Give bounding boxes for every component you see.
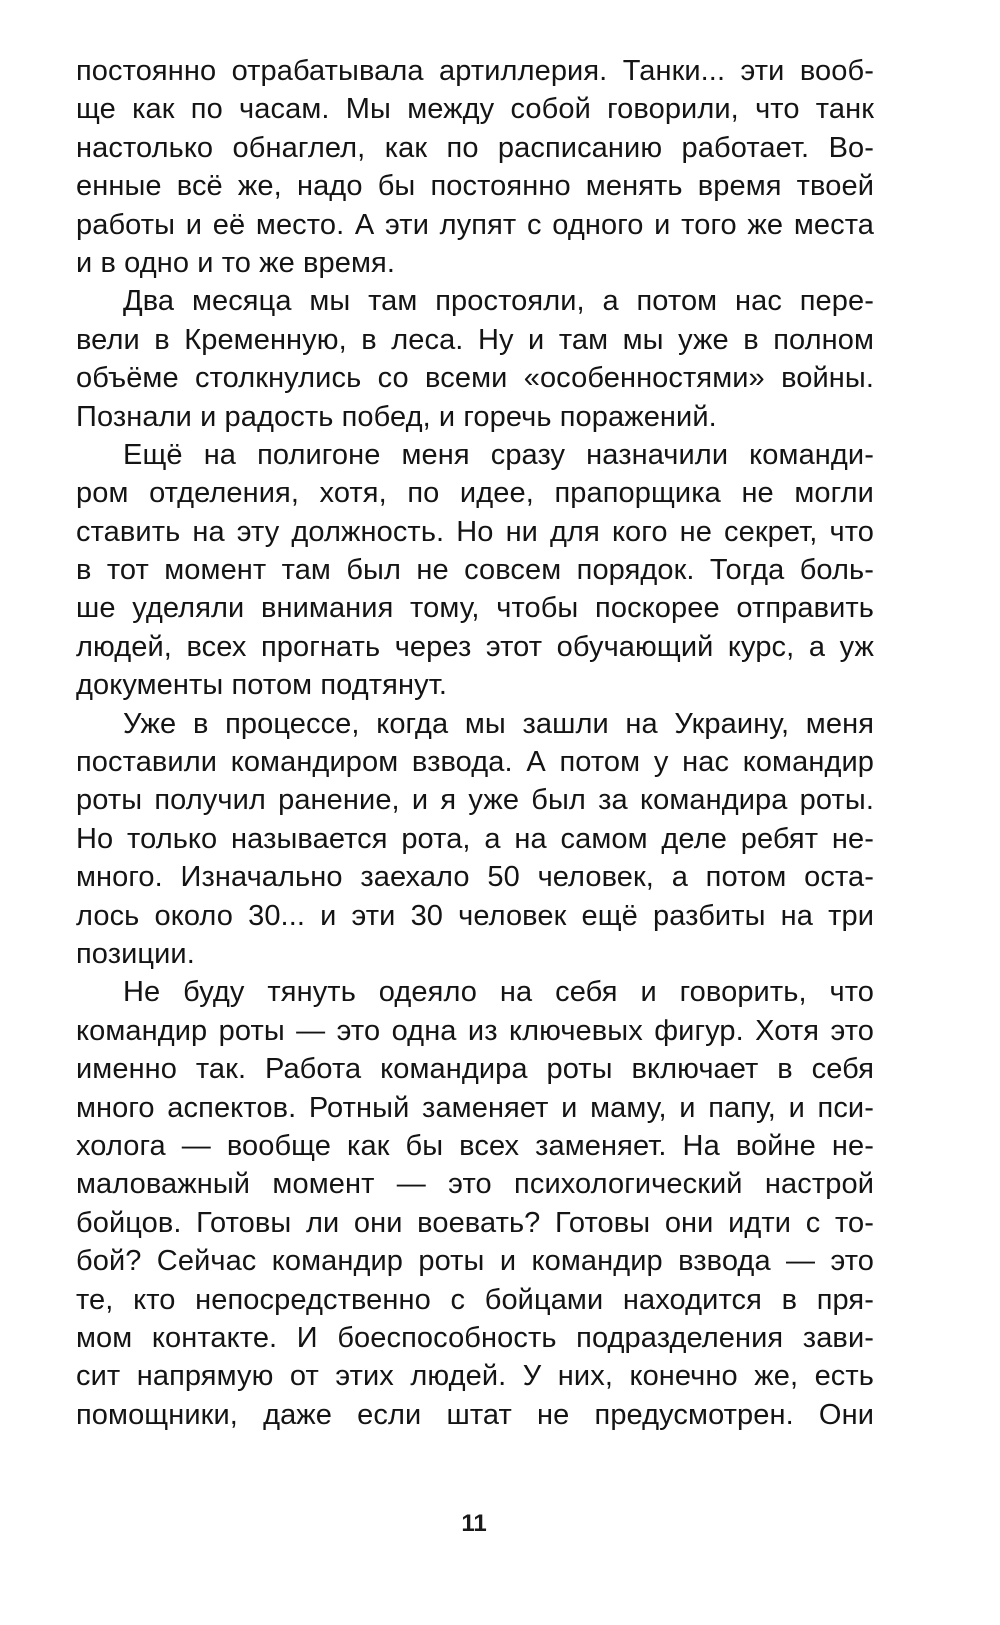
text-line: Но только называется рота, а на самом деле ребят не- [76, 822, 874, 855]
text-line: сит напрямую от этих людей. У них, конечно же, есть [76, 1360, 874, 1393]
text-line: работы и её место. А эти лупят с одного и того же места [76, 208, 874, 241]
page-number: 11 [461, 1510, 487, 1537]
text-line: много. Изначально заехало 50 человек, а потом оста- [76, 861, 874, 894]
text-line: Два месяца мы там простояли, а потом нас пере- [123, 285, 874, 318]
text-line: настолько обнаглел, как по расписанию работает. Во- [76, 131, 874, 164]
text-line: ставить на эту должность. Но ни для кого не секрет, что [76, 515, 874, 548]
text-line: бойцов. Готовы ли они воевать? Готовы они идти с то- [76, 1206, 874, 1239]
text-line: поставили командиром взвода. А потом у нас командир [76, 746, 874, 779]
text-line: роты получил ранение, и я уже был за командира роты. [76, 784, 874, 817]
text-line: енные всё же, надо бы постоянно менять время твоей [76, 170, 874, 203]
text-line: людей, всех прогнать через этот обучающий курс, а уж [76, 630, 874, 663]
text-line: Не буду тянуть одеяло на себя и говорить, что [123, 976, 874, 1009]
text-line: Познали и радость побед, и горечь поражений. [76, 400, 717, 433]
text-line: документы потом подтянут. [76, 669, 448, 702]
text-line: позиции. [76, 937, 195, 970]
text-line: именно так. Работа командира роты включает в себя [76, 1053, 874, 1086]
text-line: маловажный момент — это психологический настрой [76, 1168, 874, 1201]
text-line: те, кто непосредственно с бойцами находится в пря- [76, 1283, 874, 1316]
paragraph [76, 282, 874, 436]
text-line: мом контакте. И боеспособность подразделения зави- [76, 1321, 874, 1354]
text-line: ще как по часам. Мы между собой говорили, что танк [76, 93, 874, 126]
text-line: объёме столкнулись со всеми «особенностями» войны. [76, 362, 874, 395]
text-line: вели в Кременную, в леса. Ну и там мы уже в полном [76, 323, 874, 356]
text-line: постоянно отрабатывала артиллерия. Танки... эти вооб- [76, 55, 874, 87]
text-line: холога — вообще как бы всех заменяет. На войне не- [76, 1129, 874, 1162]
text-line: бой? Сейчас командир роты и командир взвода — это [76, 1245, 874, 1278]
text-line: ше уделяли внимания тому, чтобы поскорее отправить [76, 592, 874, 625]
text-line: ром отделения, хотя, по идее, прапорщика не могли [76, 477, 874, 510]
page-body [76, 52, 874, 1434]
text-line: в тот момент там был не совсем порядок. Тогда боль- [76, 554, 874, 587]
text-line: командир роты — это одна из ключевых фигур. Хотя это [76, 1014, 874, 1047]
text-line: Ещё на полигоне меня сразу назначили команди- [123, 438, 874, 471]
paragraph [76, 436, 874, 705]
paragraph [76, 52, 874, 282]
text-line: и в одно и то же время. [76, 246, 395, 279]
text-line: лось около 30... и эти 30 человек ещё разбиты на три [76, 899, 874, 932]
text-line: много аспектов. Ротный заменяет и маму, и папу, и пси- [76, 1091, 874, 1124]
paragraph [76, 705, 874, 974]
text-line: помощники, даже если штат не предусмотрен. Они [76, 1398, 874, 1431]
paragraph [76, 973, 874, 1434]
text-line: Уже в процессе, когда мы зашли на Украину, меня [123, 707, 874, 740]
